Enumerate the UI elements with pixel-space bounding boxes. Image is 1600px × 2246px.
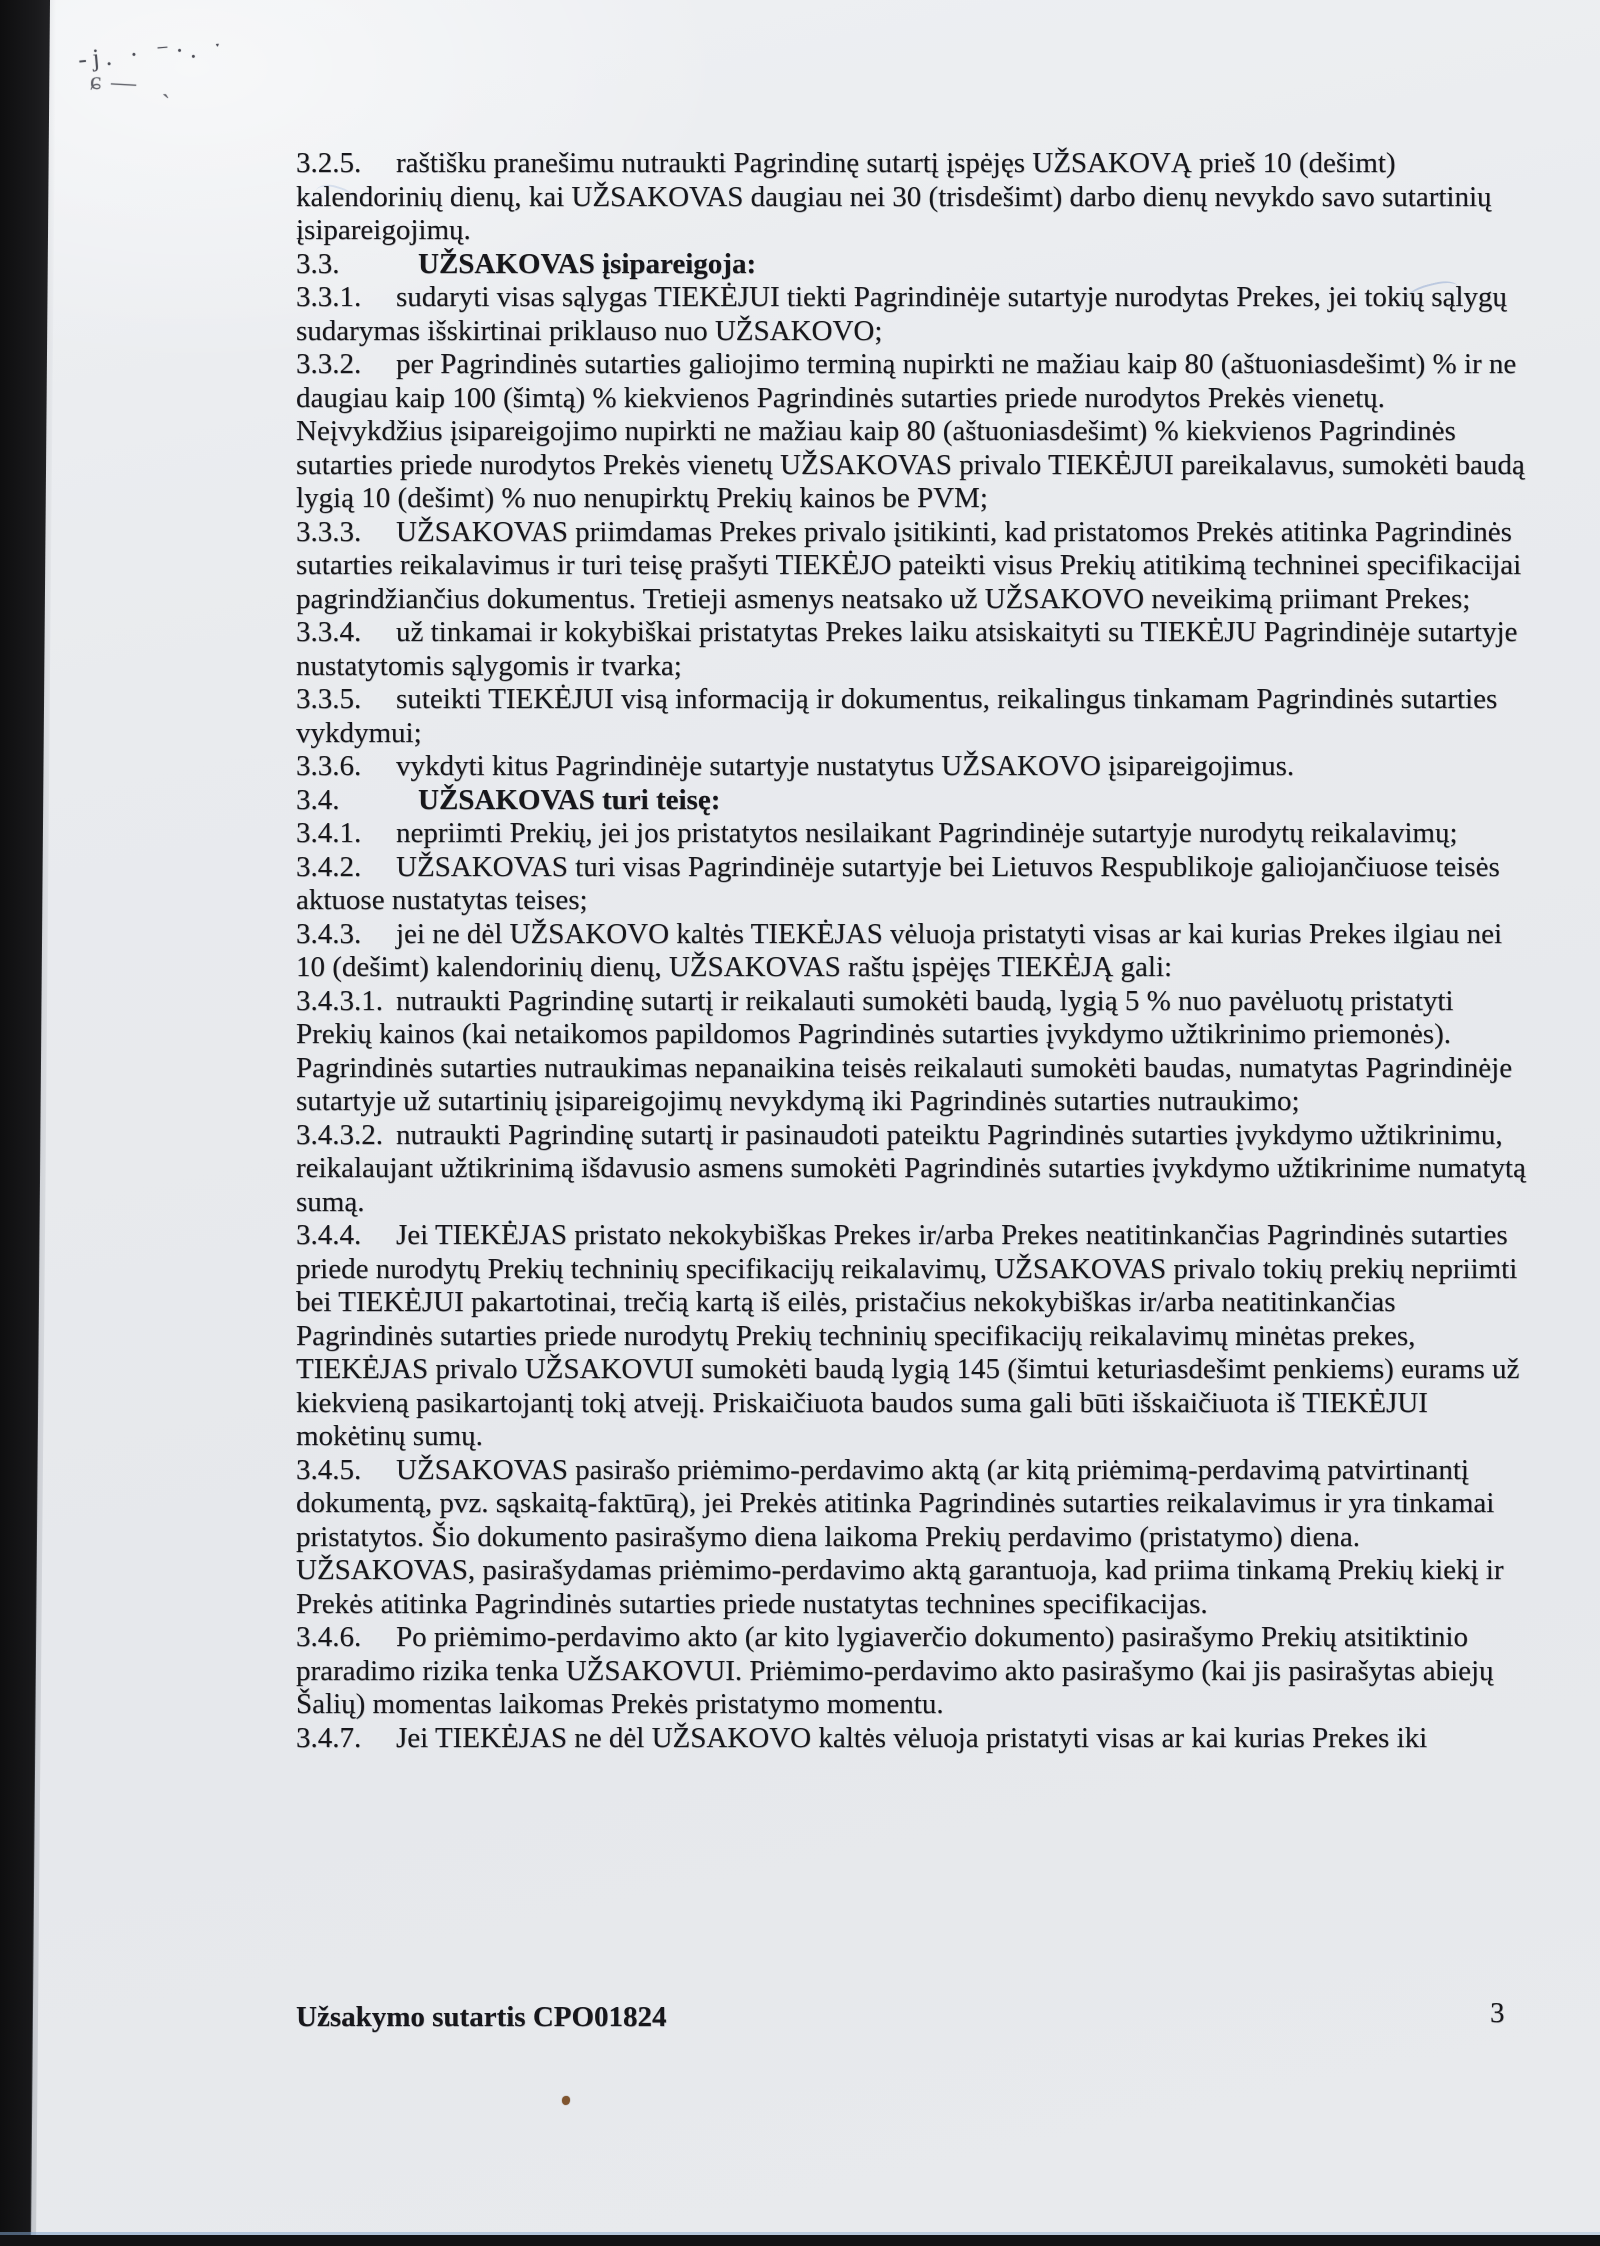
clause-text: sudaryti visas sąlygas TIEKĖJUI tiekti Pagrindinėje sutartyje nurodytas Prekes, jei tokių sąlygų sudarymas išskirtinai priklauso nuo UŽSAKOVO; <box>296 281 1507 347</box>
clause-text: Jei TIEKĖJAS pristato nekokybiškas Prekes ir/arba Prekes neatitinkančias Pagrindinės sutarties priede nurodytų Prekių techninių specifikacijų reikalavimų, UŽSAKOVAS privalo tokių prekių nepriimti bei TIEKĖJUI pakartotinai, trečią kartą iš eilės, pristačius nekokybiškas ir/arba neatitinkančias Pagrindinės sutarties priede nurodytų Prekių techninių specifikacijų reikalavimų minėtas prekes, TIEKĖJAS privalo UŽSAKOVUI sumokėti baudą lygią 145 (šimtui keturiasdešimt penkiems) eurams už kiekvieną pasikartojantį tokį atvejį. Priskaičiuota baudos suma gali būti išskaičiuota iš TIEKĖJUI mokėtinų sumų. <box>296 1219 1520 1452</box>
contract-clause <box>296 147 1528 248</box>
clause-text: už tinkamai ir kokybiškai pristatytas Prekes laiku atsiskaityti su TIEKĖJU Pagrindinėje sutartyje nustatytomis sąlygomis ir tvarka; <box>296 616 1518 682</box>
clause-text: vykdyti kitus Pagrindinėje sutartyje nustatytus UŽSAKOVO įsipareigojimus. <box>396 750 1295 782</box>
contract-clause <box>296 348 1528 516</box>
clause-text: nutraukti Pagrindinę sutartį ir pasinaudoti pateiktu Pagrindinės sutarties įvykdymo užtikrinimu, reikalaujant užtikrinimą išdavusio asmens sumokėti Pagrindinės sutarties įvykdymo užtikrinime numatytą sumą. <box>296 1118 1526 1218</box>
stain-speck <box>562 2096 570 2105</box>
clause-number: 3.4.7. <box>296 1721 362 1754</box>
contract-clause <box>296 784 1528 818</box>
contract-clause <box>296 750 1528 784</box>
contract-clause <box>296 1621 1528 1722</box>
clause-number: 3.3.2. <box>296 348 362 380</box>
clause-text: Jei TIEKĖJAS ne dėl UŽSAKOVO kaltės vėluoja pristatyti visas ar kai kurias Prekes iki <box>396 1721 1428 1754</box>
scan-edge-bottom <box>0 2235 1600 2246</box>
pen-scribble-mark: ɕ— ˏ <box>89 67 182 100</box>
contract-clause <box>296 918 1528 985</box>
clause-number: 3.3.4. <box>296 616 362 648</box>
contract-clause <box>296 683 1528 750</box>
clause-text: suteikti TIEKĖJUI visą informaciją ir dokumentus, reikalingus tinkamam Pagrindinės sutarties vykdymui; <box>296 683 1498 749</box>
footer-contract-title: Užsakymo sutartis CPO01824 <box>296 2001 667 2033</box>
contract-clause <box>296 1119 1528 1220</box>
clause-number: 3.4.6. <box>296 1621 362 1653</box>
contract-clause <box>296 281 1528 348</box>
clause-number: 3.4.3.1. <box>296 984 383 1017</box>
contract-clause <box>296 516 1528 617</box>
contract-clause <box>296 851 1528 918</box>
clause-number: 3.3.5. <box>296 683 362 715</box>
clause-number: 3.3.1. <box>296 281 362 313</box>
clause-number: 3.4.4. <box>296 1219 362 1251</box>
contract-clause <box>296 1219 1528 1454</box>
contract-clause <box>296 985 1528 1119</box>
clause-number: 3.4.3.2. <box>296 1118 383 1151</box>
clause-text: Po priėmimo-perdavimo akto (ar kito lygiaverčio dokumento) pasirašymo Prekių atsitiktinio praradimo rizika tenka UŽSAKOVUI. Priėmimo-perdavimo akto pasirašymo (kai jis pasirašytas abiejų Šalių) momentas laikomas Prekės pristatymo momentu. <box>296 1621 1494 1720</box>
clause-number: 3.4.3. <box>296 917 362 950</box>
clause-text: jei ne dėl UŽSAKOVO kaltės TIEKĖJAS vėluoja pristatyti visas ar kai kurias Prekes ilgiau nei 10 (dešimt) kalendorinių dienų, UŽSAKOVAS raštu įspėjęs TIEKĖJĄ gali: <box>296 917 1503 983</box>
clause-number: 3.4.1. <box>296 817 362 849</box>
contract-clause <box>296 1722 1528 1756</box>
clause-text: nutraukti Pagrindinę sutartį ir reikalauti sumokėti baudą, lygią 5 % nuo pavėluotų pristatyti Prekių kainos (kai netaikomos papildomos Pagrindinės sutarties įvykdymo užtikrinimo priemonės). Pagrindinės sutarties nutraukimas nepanaikina teisės reikalauti sumokėti baudas, numatytas Pagrindinėje sutartyje už sutartinių įsipareigojimų nevykdymą iki Pagrindinės sutarties nutraukimo; <box>296 984 1513 1117</box>
clause-text: UŽSAKOVAS priimdamas Prekes privalo įsitikinti, kad pristatomos Prekės atitinka Pagrindinės sutarties reikalavimus ir turi teisę prašyti TIEKĖJO pateikti visus Prekių atitikimą techninei specifikacijai pagrindžiančius dokumentus. Tretieji asmenys neatsako už UŽSAKOVO neveikimą priimant Prekes; <box>296 515 1522 615</box>
clause-text: nepriimti Prekių, jei jos pristatytos nesilaikant Pagrindinėje sutartyje nurodytų reikalavimų; <box>396 817 1458 849</box>
clause-number: 3.4. <box>296 783 340 816</box>
pen-scribble-mark: -j. · ⁻·. ˑ <box>77 33 229 74</box>
clause-text: UŽSAKOVAS įsipareigoja: <box>418 247 757 280</box>
page-number: 3 <box>1490 1997 1505 2029</box>
contract-clause <box>296 248 1528 282</box>
clause-text: raštišku pranešimu nutraukti Pagrindinę sutartį įspėjęs UŽSAKOVĄ prieš 10 (dešimt) kalendorinių dienų, kai UŽSAKOVAS daugiau nei 30 (trisdešimt) darbo dienų nevykdo savo sutartinių įsipareigojimų. <box>296 147 1492 246</box>
clause-number: 3.4.2. <box>296 850 362 883</box>
clause-list <box>296 147 1528 1755</box>
clause-number: 3.2.5. <box>296 147 362 179</box>
contract-clause <box>296 817 1528 851</box>
clause-number: 3.4.5. <box>296 1453 362 1486</box>
clause-text: UŽSAKOVAS pasirašo priėmimo-perdavimo aktą (ar kitą priėmimą-perdavimą patvirtinantį dokumentą, pvz. sąskaitą-faktūrą), jei Prekės atitinka Pagrindinės sutarties reikalavimus ir yra tinkamai pristatytos. Šio dokumento pasirašymo diena laikoma Prekių perdavimo (pristatymo) diena. UŽSAKOVAS, pasirašydamas priėmimo-perdavimo aktą garantuoja, kad priima tinkamą Prekių kiekį ir Prekės atitinka Pagrindinės sutarties priede nustatytas technines specifikacijas. <box>296 1453 1504 1620</box>
contract-clause <box>296 616 1528 683</box>
clause-number: 3.3.3. <box>296 515 362 548</box>
clause-number: 3.3.6. <box>296 750 362 782</box>
clause-text: UŽSAKOVAS turi visas Pagrindinėje sutartyje bei Lietuvos Respublikoje galiojančiuose teisės aktuose nustatytas teises; <box>296 850 1500 916</box>
clause-text: per Pagrindinės sutarties galiojimo terminą nupirkti ne mažiau kaip 80 (aštuoniasdešimt) % ir ne daugiau kaip 100 (šimtą) % kiekvienos Pagrindinės sutarties priede nurodytos Prekės vienetų. Neįvykdžius įsipareigojimo nupirkti ne mažiau kaip 80 (aštuoniasdešimt) % kiekvienos Pagrindinės sutarties priede nurodytos Prekės vienetų UŽSAKOVAS privalo TIEKĖJUI pareikalavus, sumokėti baudą lygią 10 (dešimt) % nuo nenupirktų Prekių kainos be PVM; <box>296 348 1525 514</box>
contract-clause <box>296 1454 1528 1622</box>
clause-text: UŽSAKOVAS turi teisę: <box>418 783 721 816</box>
clause-number: 3.3. <box>296 247 340 280</box>
